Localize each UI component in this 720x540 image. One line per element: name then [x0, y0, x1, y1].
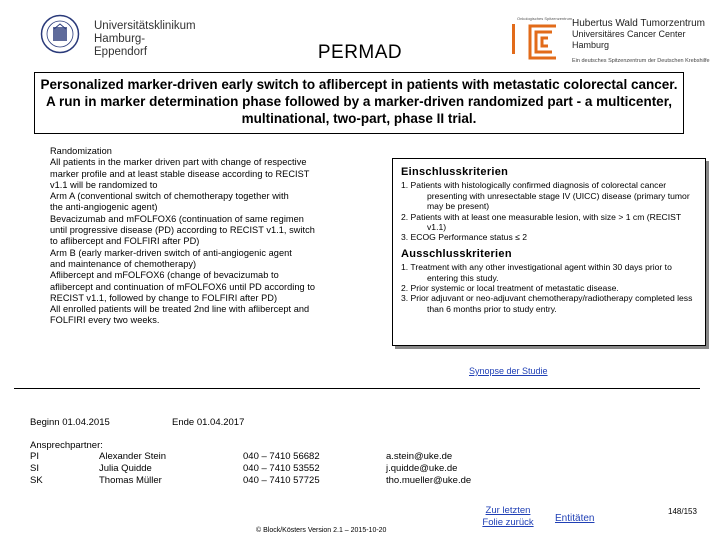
uke-logo-line2: Hamburg-Eppendorf: [94, 33, 148, 58]
contact-role: SK: [30, 475, 43, 486]
back-link[interactable]: [476, 505, 540, 529]
page-title: PERMAD: [317, 42, 403, 63]
randomization-line: FOLFIRI every two weeks.: [50, 315, 160, 326]
inclusion-list: [401, 180, 699, 242]
end-date: Ende 01.04.2017: [172, 417, 245, 428]
randomization-line: Aflibercept and mFOLFOX6 (change of bevacizumab to: [50, 270, 279, 281]
exclusion-list: [401, 262, 699, 314]
contact-row: [30, 475, 471, 487]
svg-text:Onkologisches Spitzenzentrum: Onkologisches Spitzenzentrum: [517, 16, 573, 21]
contact-name: Alexander Stein: [99, 451, 167, 462]
randomization-line: All enrolled patients will be treated 2nd line with aflibercept and: [50, 304, 310, 315]
study-title-box: [34, 72, 684, 134]
randomization-line: Arm A (conventional switch of chemotherapy together with: [50, 191, 289, 202]
contact-phone: 040 – 7410 53552: [243, 463, 320, 474]
randomization-line: aflibercept and continuation of mFOLFOX6 until PD according to: [50, 281, 316, 292]
uke-logo-line1: Universitätsklinikum: [94, 20, 196, 32]
exclusion-criterion: 2. Prior systemic or local treatment of metastatic disease.: [401, 283, 619, 294]
contact-role: SI: [30, 463, 39, 474]
randomization-line: Arm B (early marker-driven switch of anti-angiogenic agent: [50, 247, 292, 258]
contact-email[interactable]: a.stein@uke.de: [386, 451, 453, 462]
randomization-line: Randomization: [50, 146, 112, 156]
footer-version: © Block/Kösters Version 2.1 – 2015-10-20: [256, 527, 387, 534]
divider: [14, 388, 700, 389]
inclusion-heading: Einschlusskriterien: [401, 166, 509, 178]
randomization-line: the anti-angiogenic agent): [50, 202, 158, 213]
contact-email[interactable]: j.quidde@uke.de: [386, 463, 458, 474]
randomization-line: Bevacizumab and mFOLFOX6 (continuation of same regimen: [50, 213, 304, 224]
randomization-text: [50, 146, 350, 327]
study-title: Personalized marker-driven early switch to aflibercept in patients with metastatic colorectal cancer. A run in marker determination phase followed by a marker-driven randomized part - a multicenter, multinational, two-part, phase II trial.: [40, 77, 678, 126]
entitaeten-link[interactable]: Entitäten: [555, 513, 595, 524]
inclusion-criterion: 1. Patients with histologically confirmed diagnosis of colorectal cancer presenting with unresectable stage IV (UICC) disease (primary tumor may be present): [401, 180, 690, 212]
randomization-line: All patients in the marker driven part with change of respective: [50, 157, 307, 168]
randomization-line: and maintenance of chemotherapy): [50, 258, 197, 269]
back-link-line2: Folie zurück: [482, 517, 534, 528]
back-link-line1: Zur letzten: [485, 505, 531, 516]
exclusion-criterion: 1. Treatment with any other investigational agent within 30 days prior to entering this study.: [401, 262, 672, 283]
tumorzentrum-logo-line1: Hubertus Wald Tumorzentrum: [572, 18, 706, 29]
randomization-line: until progressive disease (PD) according to RECIST v1.1, switch: [50, 225, 315, 236]
begin-date: Beginn 01.04.2015: [30, 417, 110, 428]
contact-email[interactable]: tho.mueller@uke.de: [386, 475, 472, 486]
synopse-link[interactable]: Synopse der Studie: [469, 366, 548, 376]
randomization-line: v1.1 will be randomized to: [50, 179, 158, 190]
contact-phone: 040 – 7410 57725: [243, 475, 320, 486]
contacts-table: [30, 451, 471, 487]
randomization-line: RECIST v1.1, followed by change to FOLFIRI after PD): [50, 292, 278, 303]
tumorzentrum-logo-subtitle: Ein deutsches Spitzenzentrum der Deutschen Krebshilfe: [572, 58, 710, 64]
tumorzentrum-logo-line2: Universitäres Cancer Center Hamburg: [572, 29, 686, 50]
randomization-line: marker profile and at least stable disease according to RECIST: [50, 168, 310, 179]
contact-row: [30, 451, 471, 463]
contact-row: [30, 463, 471, 475]
page-number: 148/153: [668, 507, 697, 516]
inclusion-criterion: 3. ECOG Performance status ≤ 2: [401, 232, 528, 243]
exclusion-heading: Ausschlusskriterien: [401, 247, 512, 260]
criteria-box: [392, 158, 706, 346]
exclusion-criterion: 3. Prior adjuvant or neo-adjuvant chemotherapy/radiotherapy completed less than 6 months prior to study entry.: [401, 293, 693, 314]
contact-phone: 040 – 7410 56682: [243, 451, 320, 462]
contact-name: Julia Quidde: [99, 463, 152, 474]
contacts-label: Ansprechpartner:: [30, 440, 103, 451]
randomization-line: to aflibercept and FOLFIRI after PD): [50, 236, 200, 247]
contact-name: Thomas Müller: [99, 475, 162, 486]
contact-role: PI: [30, 451, 39, 462]
inclusion-criterion: 2. Patients with at least one measurable lesion, with size > 1 cm (RECIST v1.1): [401, 211, 681, 233]
